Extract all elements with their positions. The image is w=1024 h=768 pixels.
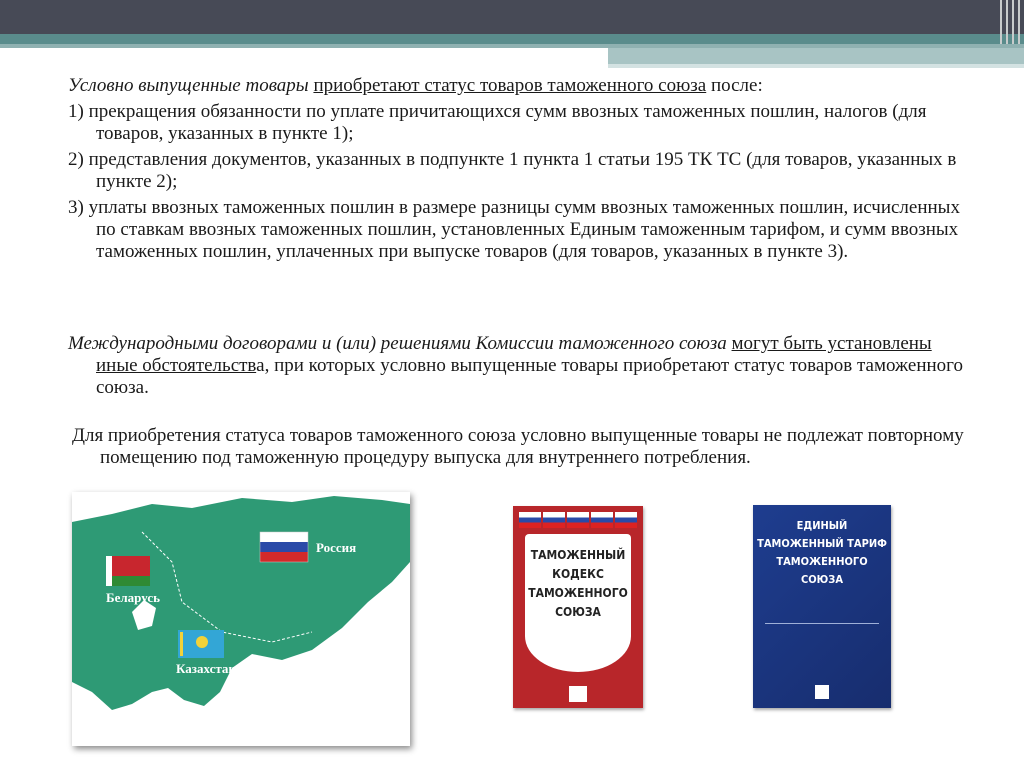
agreements-underlined: могут быть установлены иные обстоятельств: [96, 333, 932, 376]
map-illustration: [72, 492, 410, 746]
paragraph-intro: [68, 75, 968, 97]
unified-tariff-book: [753, 505, 891, 708]
book-blue-title-2: ТАМОЖЕННЫЙ ТАРИФ: [757, 537, 887, 550]
book-blue-title-4: СОЮЗА: [801, 573, 843, 586]
book-red-title-2: КОДЕКС: [552, 567, 604, 581]
paragraph-agreements: [68, 333, 968, 399]
book-flags: [519, 512, 637, 528]
book-blue-title-3: ТАМОЖЕННОГО: [776, 555, 868, 568]
label-belarus: Беларусь: [106, 590, 160, 605]
header-band-light: [608, 48, 1024, 64]
intro-italic: Условно выпущенные товары: [68, 75, 309, 96]
intro-underlined: приобретают статус товаров таможенного союза: [313, 75, 707, 96]
label-kazakhstan: Казахстан: [176, 661, 236, 676]
slide-body-3: [72, 425, 972, 473]
russia-flag-icon: [260, 532, 308, 562]
header-stripes: [994, 0, 1024, 44]
book-blue-divider: [765, 623, 879, 624]
belarus-flag-icon: [106, 556, 150, 586]
slide-body-2: [68, 333, 968, 403]
intro-rest: после:: [710, 75, 763, 96]
paragraph-repeat: Для приобретения статуса товаров таможенного союза условно выпущенные товары не подлежат повторному помещению под таможенную процедуру выпуска для внутреннего потребления.: [72, 425, 964, 468]
publisher-logo-icon: [815, 685, 829, 699]
slide-body: [68, 75, 968, 267]
customs-union-map: [72, 492, 410, 746]
book-blue-title-1: ЕДИНЫЙ: [796, 519, 848, 532]
kazakhstan-flag-icon: [178, 630, 224, 658]
header-band-light-line: [608, 64, 1024, 68]
book-red-title-3: ТАМОЖЕННОГО: [528, 586, 628, 600]
customs-code-book: [513, 506, 643, 708]
header-band-dark: [0, 0, 1024, 34]
book-red-title-1: ТАМОЖЕННЫЙ: [530, 548, 626, 562]
label-russia: Россия: [316, 540, 357, 555]
list-item-3: 3) уплаты ввозных таможенных пошлин в размере разницы сумм ввозных таможенных пошлин, исчисленных по ставкам ввозных таможенных пошлин, установленных Единым таможенным тарифом, и сумм ввозных таможенных пошлин, уплаченных при выпуске товаров (для товаров, указанных в пункте 3).: [68, 197, 960, 262]
list-item-1: 1) прекращения обязанности по уплате причитающихся сумм ввозных таможенных пошлин, налогов (для товаров, указанных в пункте 1);: [68, 101, 927, 144]
header-band-teal: [0, 34, 1024, 44]
list-item-2: 2) представления документов, указанных в подпункте 1 пункта 1 статьи 195 ТК ТС (для товаров, указанных в пункте 2);: [68, 149, 957, 192]
agreements-rest: а, при которых условно выпущенные товары приобретают статус товаров таможенного союза.: [96, 355, 963, 398]
book-red-title-4: СОЮЗА: [555, 605, 601, 619]
book-red-shield: [525, 534, 631, 672]
publisher-logo-icon: [569, 686, 587, 702]
agreements-italic: Международными договорами и (или) решениями Комиссии таможенного союза: [68, 333, 727, 354]
